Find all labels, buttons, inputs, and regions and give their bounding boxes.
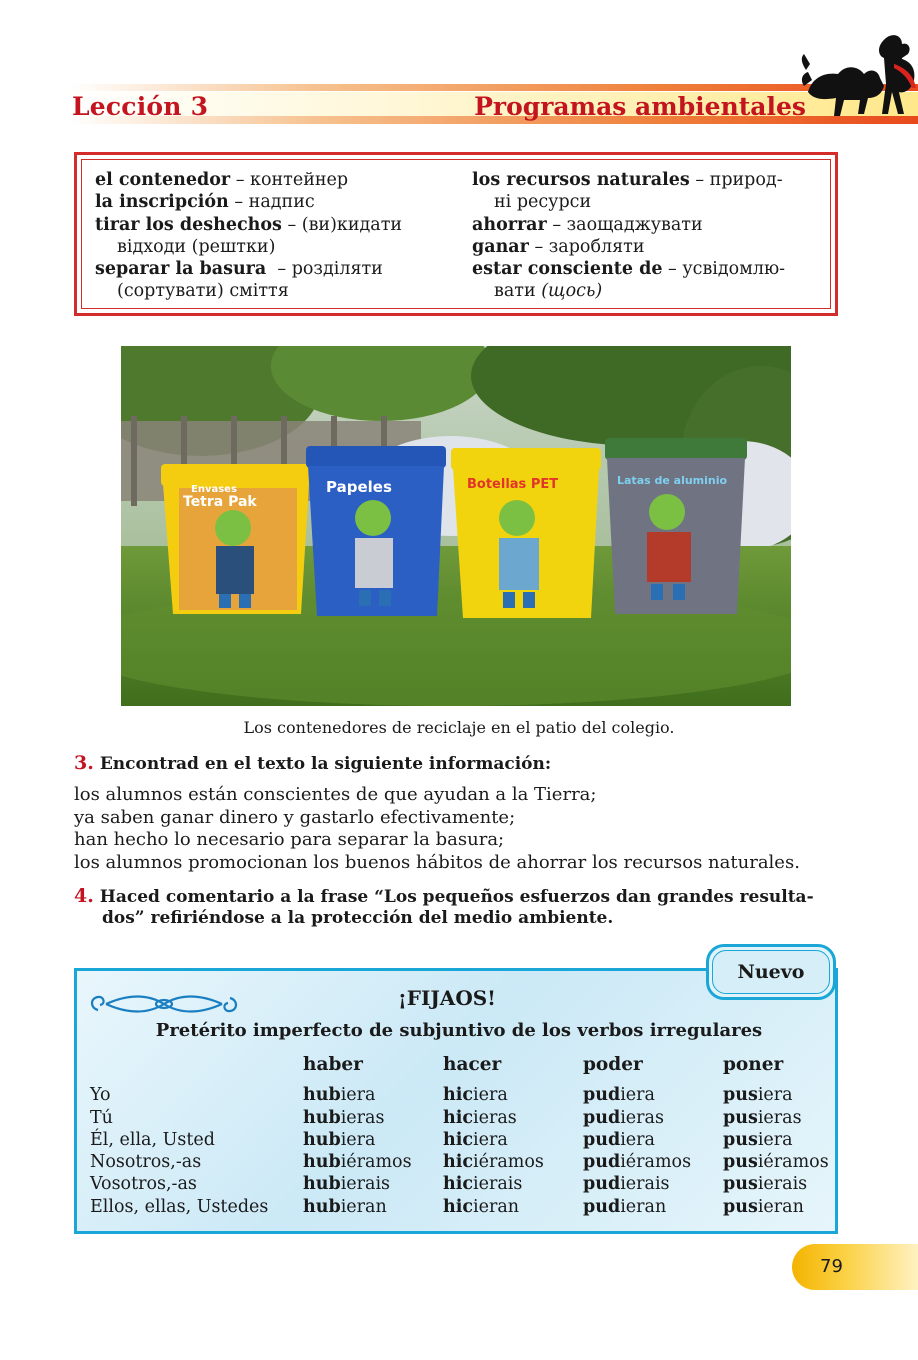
bin-botellas-pet bbox=[451, 448, 601, 618]
verb-form-cell: pudieran bbox=[583, 1196, 667, 1217]
pronoun-cell: Tú bbox=[90, 1107, 113, 1128]
svg-text:Envases: Envases bbox=[191, 484, 237, 495]
table-row bbox=[90, 1196, 863, 1218]
vocab-item: ganar – заробляти bbox=[472, 236, 645, 257]
verb-form-cell: hiciera bbox=[443, 1129, 508, 1150]
bin-tetra-pak bbox=[161, 464, 311, 614]
pronoun-cell: Nosotros,-as bbox=[90, 1152, 202, 1173]
text-line: han hecho lo necesario para separar la basura; bbox=[74, 829, 505, 850]
bullfighter-logo-icon bbox=[798, 28, 918, 124]
vocabulary-box bbox=[74, 152, 838, 316]
vocabulary-column-1 bbox=[95, 169, 445, 303]
bin-papeles bbox=[306, 446, 446, 616]
vocab-item-continuation: (сортувати) сміття bbox=[117, 281, 289, 302]
text-line: los alumnos están conscientes de que ayudan a la Tierra; bbox=[74, 784, 597, 805]
vocab-item-continuation: відходи (рештки) bbox=[117, 236, 276, 257]
recycling-bins-photo bbox=[121, 346, 791, 706]
verb-form-cell: hubiéramos bbox=[303, 1152, 412, 1173]
column-header: poner bbox=[723, 1054, 784, 1075]
fijaos-heading: ¡FIJAOS! bbox=[398, 986, 496, 1010]
vocab-item: los recursos naturales – природ- bbox=[472, 170, 783, 190]
verb-form-cell: hiciera bbox=[443, 1085, 508, 1106]
vocab-item: separar la basura – розділяти bbox=[95, 259, 383, 280]
verb-form-cell: hubierais bbox=[303, 1174, 391, 1195]
text-line: los alumnos promocionan los buenos hábitos de ahorrar los recursos naturales. bbox=[74, 851, 800, 873]
vocabulary-column-2 bbox=[472, 169, 822, 303]
conjugation-table bbox=[90, 1054, 863, 1218]
verb-form-cell: pusierais bbox=[723, 1174, 808, 1195]
column-header: poder bbox=[583, 1054, 643, 1075]
verb-form-cell: pudiéramos bbox=[583, 1152, 692, 1173]
pronoun-cell: Ellos, ellas, Ustedes bbox=[90, 1196, 269, 1217]
table-row bbox=[90, 1107, 863, 1129]
text-line: ya saben ganar dinero y gastarlo efectivamente; bbox=[74, 806, 516, 828]
verb-form-cell: pudiera bbox=[583, 1129, 655, 1150]
verb-form-cell: pusiéramos bbox=[723, 1152, 829, 1173]
svg-text:Tetra Pak: Tetra Pak bbox=[183, 494, 257, 510]
vocab-item-continuation: вати (щось) bbox=[494, 281, 603, 302]
lesson-number: Lección 3 bbox=[72, 92, 209, 121]
bin-latas-de-aluminio bbox=[605, 438, 747, 614]
verb-form-cell: hicieras bbox=[443, 1107, 517, 1128]
page-number: 79 bbox=[820, 1256, 843, 1277]
pronoun-cell: Vosotros,-as bbox=[90, 1174, 197, 1195]
svg-text:Papeles: Papeles bbox=[326, 478, 392, 496]
table-row bbox=[90, 1173, 863, 1195]
verb-form-cell: hubieran bbox=[303, 1196, 387, 1217]
verb-form-cell: hubiera bbox=[303, 1085, 376, 1106]
verb-form-cell: hicierais bbox=[443, 1174, 523, 1195]
verb-form-cell: pusiera bbox=[723, 1085, 793, 1106]
vocab-item: estar consciente de – усвідомлю- bbox=[472, 259, 786, 280]
photo-caption: Los contenedores de reciclaje en el patio del colegio. bbox=[243, 718, 675, 737]
vocab-item: el contenedor – контейнер bbox=[95, 170, 349, 190]
pronoun-cell: Él, ella, Usted bbox=[90, 1129, 215, 1150]
column-header: hacer bbox=[443, 1054, 502, 1075]
verb-form-cell: pudiera bbox=[583, 1085, 655, 1106]
verb-form-cell: pusiera bbox=[723, 1129, 793, 1150]
nuevo-badge: Nuevo bbox=[706, 944, 836, 1000]
table-row bbox=[90, 1129, 863, 1151]
lesson-topic: Programas ambientales bbox=[474, 92, 806, 121]
exercise-4-instruction: 4. Haced comentario a la frase “Los pequeños esfuerzos dan grandes resulta- dos” refiriéndose a la protección del medio ambiente. bbox=[74, 885, 814, 928]
table-row bbox=[90, 1084, 863, 1106]
svg-text:Botellas PET: Botellas PET bbox=[467, 477, 559, 492]
table-header-row bbox=[90, 1054, 863, 1076]
table-row bbox=[90, 1151, 863, 1173]
column-header: haber bbox=[303, 1054, 363, 1075]
grammar-title: Pretérito imperfecto de subjuntivo de los verbos irregulares bbox=[155, 1020, 763, 1041]
verb-form-cell: hubieras bbox=[303, 1107, 385, 1128]
pronoun-cell: Yo bbox=[90, 1085, 111, 1106]
verb-form-cell: pusieran bbox=[723, 1196, 804, 1217]
verb-form-cell: hubiera bbox=[303, 1129, 376, 1150]
exercise-3-instruction: 3. Encontrad en el texto la siguiente información: bbox=[74, 752, 552, 774]
svg-text:Latas de aluminio: Latas de aluminio bbox=[617, 474, 728, 487]
verb-form-cell: pusieras bbox=[723, 1107, 802, 1128]
verb-form-cell: hiciéramos bbox=[443, 1152, 544, 1173]
vocab-item-continuation: ні ресурси bbox=[494, 192, 592, 213]
vocab-item: ahorrar – заощаджувати bbox=[472, 214, 703, 235]
exercise-3-text bbox=[74, 784, 874, 874]
page-number-tab bbox=[792, 1244, 918, 1290]
scroll-ornament-icon bbox=[88, 990, 240, 1018]
verb-form-cell: pudierais bbox=[583, 1174, 670, 1195]
verb-form-cell: hicieran bbox=[443, 1196, 520, 1217]
vocab-item: la inscripción – надпис bbox=[95, 192, 315, 213]
verb-form-cell: pudieras bbox=[583, 1107, 664, 1128]
vocab-item: tirar los deshechos – (ви)кидати bbox=[95, 214, 403, 235]
